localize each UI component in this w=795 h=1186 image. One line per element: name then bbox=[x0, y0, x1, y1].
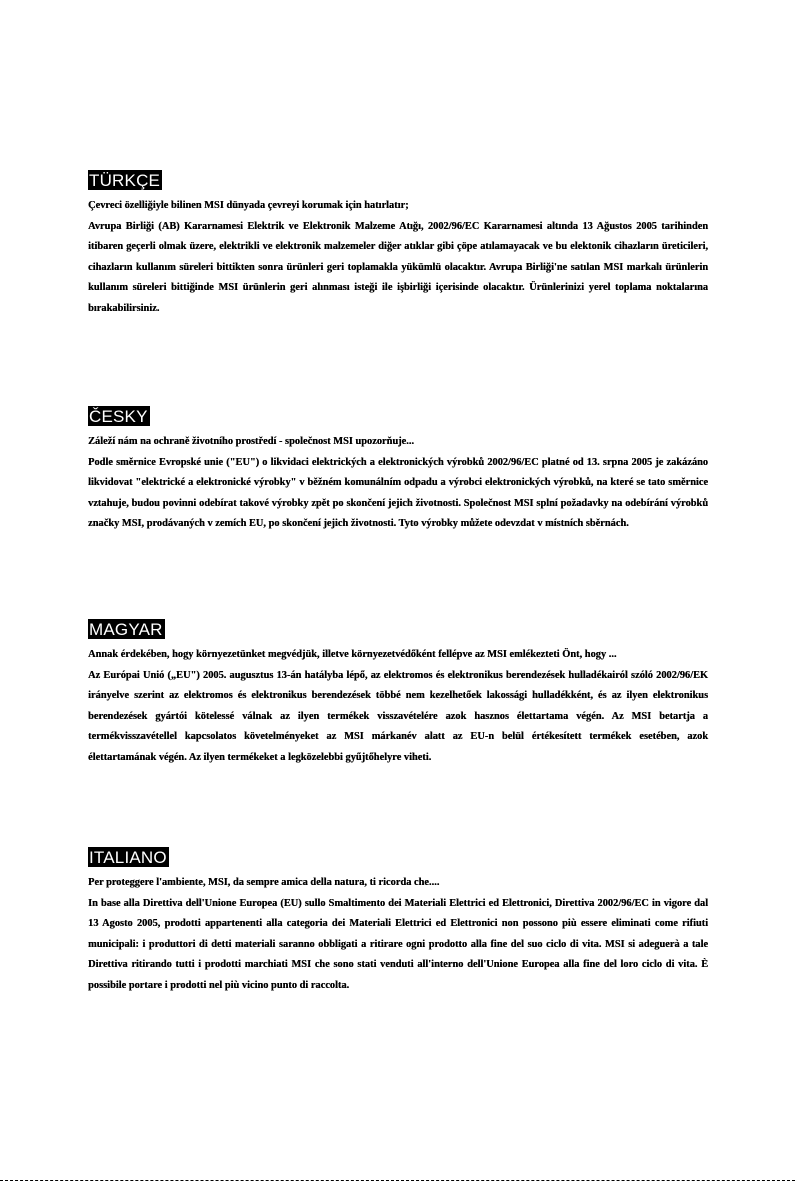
section-heading: ČESKY bbox=[89, 407, 148, 426]
section-body: Avrupa Birliği (AB) Kararnamesi Elektrik ve Elektronik Malzeme Atığı, 2002/96/EC Kararnamesi altında 13 Ağustos 2005 tarihinden itibaren geçerli olmak üzere, elektrikli ve elektronik malzemeler diğer atıklar gibi çöpe atılamayacak ve bu elektonik cihazların üreticileri, cihazların kullanım süreleri bittikten sonra ürünleri geri toplamakla yükümlü olacaktır. Avrupa Birliği'ne satılan MSI markalı ürünlerin kullanım süreleri bittiğinde MSI ürünlerin geri alınması isteği ile işbirliği içerisinde olacaktır. Ürünlerinizi yerel toplama noktalarına bırakabilirsiniz. bbox=[88, 220, 708, 314]
section-body: In base alla Direttiva dell'Unione Europea (EU) sullo Smaltimento dei Materiali Elettrici ed Elettronici, Direttiva 2002/96/EC in vigore dal 13 Agosto 2005, prodotti appartenenti alla categoria dei Materiali Elettrici ed Elettronici non possono più essere eliminati come rifiuti municipali: i produttori di detti materiali saranno obbligati a ritirare ogni prodotto alla fine del suo ciclo di vita. MSI si adeguerà a tale Direttiva ritirando tutti i prodotti marchiati MSI che sono stati venduti all'interno dell'Unione Europea alla fine del loro ciclo di vita. È possibile portare i prodotti nel più vicino punto di raccolta. bbox=[88, 897, 708, 991]
section-cesky bbox=[88, 406, 708, 535]
section-body: Az Európai Unió („EU") 2005. augusztus 13-án hatályba lépő, az elektromos és elektronikus berendezések hulladékairól szóló 2002/96/EK irányelve szerint az elektromos és elektronikus berendezések többé nem kezelhetőek lakossági hulladékként, és az ilyen elektronikus berendezések gyártói kötelessé válnak az ilyen termékek visszavételére azok hasznos élettartama végén. Az MSI betartja a termékvisszavétellel kapcsolatos követelményeket az MSI márkanév alatt az EU-n belül értékesített termékek esetében, azok élettartamának végén. Az ilyen termékeket a legközelebbi gyűjtőhelyre viheti. bbox=[88, 669, 708, 763]
section-intro: Per proteggere l'ambiente, MSI, da sempre amica della natura, ti ricorda che.... bbox=[88, 877, 440, 888]
page-bottom-rule bbox=[0, 1180, 795, 1181]
section-magyar bbox=[88, 619, 708, 768]
section-intro: Çevreci özelliğiyle bilinen MSI dünyada çevreyi korumak için hatırlatır; bbox=[88, 200, 409, 211]
section-heading: TÜRKÇE bbox=[89, 171, 161, 190]
section-heading: MAGYAR bbox=[89, 620, 163, 639]
section-body: Podle směrnice Evropské unie ("EU") o likvidaci elektrických a elektronických výrobků 2002/96/EC platné od 13. srpna 2005 je zakázáno likvidovat "elektrické a elektronické výrobky" v běžném komunálním odpadu a výrobci elektronických výrobků, na které se tato směrnice vztahuje, budou povinni odebírat takové výrobky zpět po skončení jejich životnosti. Společnost MSI splní požadavky na odebírání výrobků značky MSI, prodávaných v zemích EU, po skončení jejich životnosti. Tyto výrobky můžete odevzdat v místních sběrnách. bbox=[88, 456, 708, 529]
section-italiano bbox=[88, 847, 708, 996]
section-turkce bbox=[88, 170, 708, 319]
section-heading: ITALIANO bbox=[89, 848, 167, 867]
section-intro: Záleží nám na ochraně životního prostředí - společnost MSI upozorňuje... bbox=[88, 436, 414, 447]
section-intro: Annak érdekében, hogy környezetünket megvédjük, illetve környezetvédőként fellépve az MSI emlékezteti Önt, hogy ... bbox=[88, 649, 617, 660]
